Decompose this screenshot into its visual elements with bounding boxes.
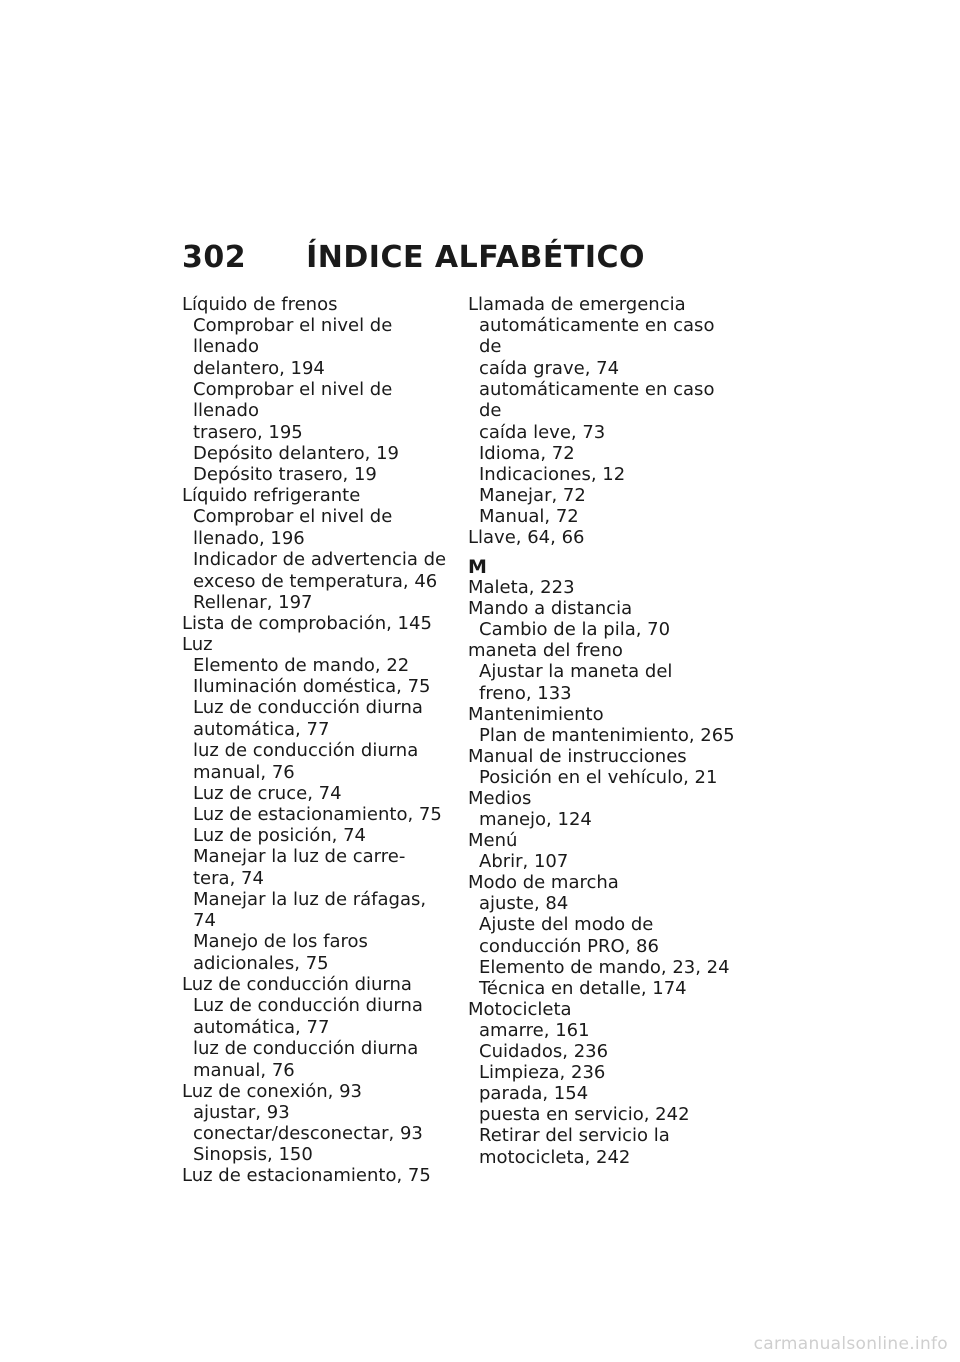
index-subentry: Retirar del servicio la	[479, 1125, 670, 1146]
index-subentry-continuation: automática, 77	[193, 719, 330, 740]
index-entry: Llamada de emergencia	[468, 294, 686, 315]
index-entry: Luz de conducción diurna	[182, 974, 412, 995]
index-subentry: luz de conducción diurna	[193, 1038, 419, 1059]
index-subentry-continuation: freno, 133	[479, 683, 572, 704]
index-entry: Llave, 64, 66	[468, 527, 585, 548]
index-entry: Motocicleta	[468, 999, 572, 1020]
index-letter-heading: M	[468, 556, 487, 578]
index-subentry: Iluminación doméstica, 75	[193, 676, 431, 697]
index-subentry: Luz de conducción diurna	[193, 697, 423, 718]
index-subentry: Luz de posición, 74	[193, 825, 366, 846]
index-entry: Luz de estacionamiento, 75	[182, 1165, 431, 1186]
page-number: 302	[182, 240, 247, 275]
index-subentry: Limpieza, 236	[479, 1062, 606, 1083]
index-subentry: Ajuste del modo de	[479, 914, 654, 935]
index-subentry-continuation: manual, 76	[193, 762, 295, 783]
index-subentry: Manual, 72	[479, 506, 579, 527]
index-subentry: Comprobar el nivel de llenado	[193, 379, 393, 421]
index-subentry: ajustar, 93	[193, 1102, 290, 1123]
index-subentry: Depósito delantero, 19	[193, 443, 399, 464]
index-subentry-continuation: manual, 76	[193, 1060, 295, 1081]
index-subentry: amarre, 161	[479, 1020, 590, 1041]
index-subentry: Técnica en detalle, 174	[479, 978, 687, 999]
index-subentry: manejo, 124	[479, 809, 592, 830]
index-entry: Manual de instrucciones	[468, 746, 687, 767]
page-title: ÍNDICE ALFABÉTICO	[306, 240, 646, 275]
index-subentry: Plan de mantenimiento, 265	[479, 725, 735, 746]
index-subentry-continuation: exceso de temperatura, 46	[193, 571, 438, 592]
index-entry: Líquido refrigerante	[182, 485, 361, 506]
index-entry: Modo de marcha	[468, 872, 619, 893]
index-subentry: Comprobar el nivel de llenado	[193, 315, 393, 357]
index-subentry: Comprobar el nivel de	[193, 506, 393, 527]
index-subentry: Indicador de advertencia de	[193, 549, 447, 570]
index-subentry: ajuste, 84	[479, 893, 569, 914]
index-subentry: Luz de conducción diurna	[193, 995, 423, 1016]
index-entry: Mantenimiento	[468, 704, 604, 725]
index-subentry: parada, 154	[479, 1083, 589, 1104]
index-subentry-continuation: automática, 77	[193, 1017, 330, 1038]
index-subentry: Manejar la luz de carre-	[193, 846, 406, 867]
index-subentry: Rellenar, 197	[193, 592, 313, 613]
index-subentry: Manejo de los faros	[193, 931, 368, 952]
index-subentry: automáticamente en caso de	[479, 315, 715, 357]
index-subentry: Ajustar la maneta del	[479, 661, 673, 682]
index-subentry: Abrir, 107	[479, 851, 569, 872]
index-entry: Mando a distancia	[468, 598, 633, 619]
index-subentry-continuation: llenado, 196	[193, 528, 305, 549]
index-subentry-continuation: tera, 74	[193, 868, 264, 889]
index-subentry: Posición en el vehículo, 21	[479, 767, 718, 788]
page-header	[182, 240, 645, 275]
index-entry: Luz	[182, 634, 213, 655]
index-entry: Luz de conexión, 93	[182, 1081, 363, 1102]
index-entry: Medios	[468, 788, 532, 809]
index-subentry-continuation: adicionales, 75	[193, 953, 329, 974]
index-entry: Lista de comprobación, 145	[182, 613, 432, 634]
index-subentry: puesta en servicio, 242	[479, 1104, 690, 1125]
index-subentry: automáticamente en caso de	[479, 379, 715, 421]
index-entry: Maleta, 223	[468, 577, 575, 598]
index-subentry: Manejar, 72	[479, 485, 586, 506]
index-subentry: Depósito trasero, 19	[193, 464, 377, 485]
index-subentry-continuation: caída leve, 73	[479, 422, 606, 443]
index-subentry-continuation: conducción PRO, 86	[479, 936, 659, 957]
index-subentry: luz de conducción diurna	[193, 740, 419, 761]
index-subentry-continuation: caída grave, 74	[479, 358, 620, 379]
index-entry: Menú	[468, 830, 518, 851]
index-subentry-continuation: delantero, 194	[193, 358, 325, 379]
index-subentry-continuation: trasero, 195	[193, 422, 303, 443]
index-subentry: conectar/desconectar, 93	[193, 1123, 423, 1144]
index-column-left	[182, 294, 454, 1186]
index-subentry: Cuidados, 236	[479, 1041, 609, 1062]
index-subentry: Idioma, 72	[479, 443, 575, 464]
index-subentry: Cambio de la pila, 70	[479, 619, 671, 640]
index-subentry: Luz de estacionamiento, 75	[193, 804, 442, 825]
index-subentry: Elemento de mando, 23, 24	[479, 957, 730, 978]
index-subentry-continuation: motocicleta, 242	[479, 1147, 631, 1168]
index-subentry: Manejar la luz de ráfagas, 74	[193, 889, 427, 931]
letter-gap	[468, 548, 740, 557]
index-subentry: Indicaciones, 12	[479, 464, 626, 485]
index-entry: maneta del freno	[468, 640, 623, 661]
index-subentry: Sinopsis, 150	[193, 1144, 313, 1165]
watermark[interactable]: carmanualsonline.info	[753, 1334, 948, 1354]
index-column-right	[468, 294, 740, 1168]
index-entry: Líquido de frenos	[182, 294, 338, 315]
index-subentry: Elemento de mando, 22	[193, 655, 410, 676]
index-subentry: Luz de cruce, 74	[193, 783, 342, 804]
